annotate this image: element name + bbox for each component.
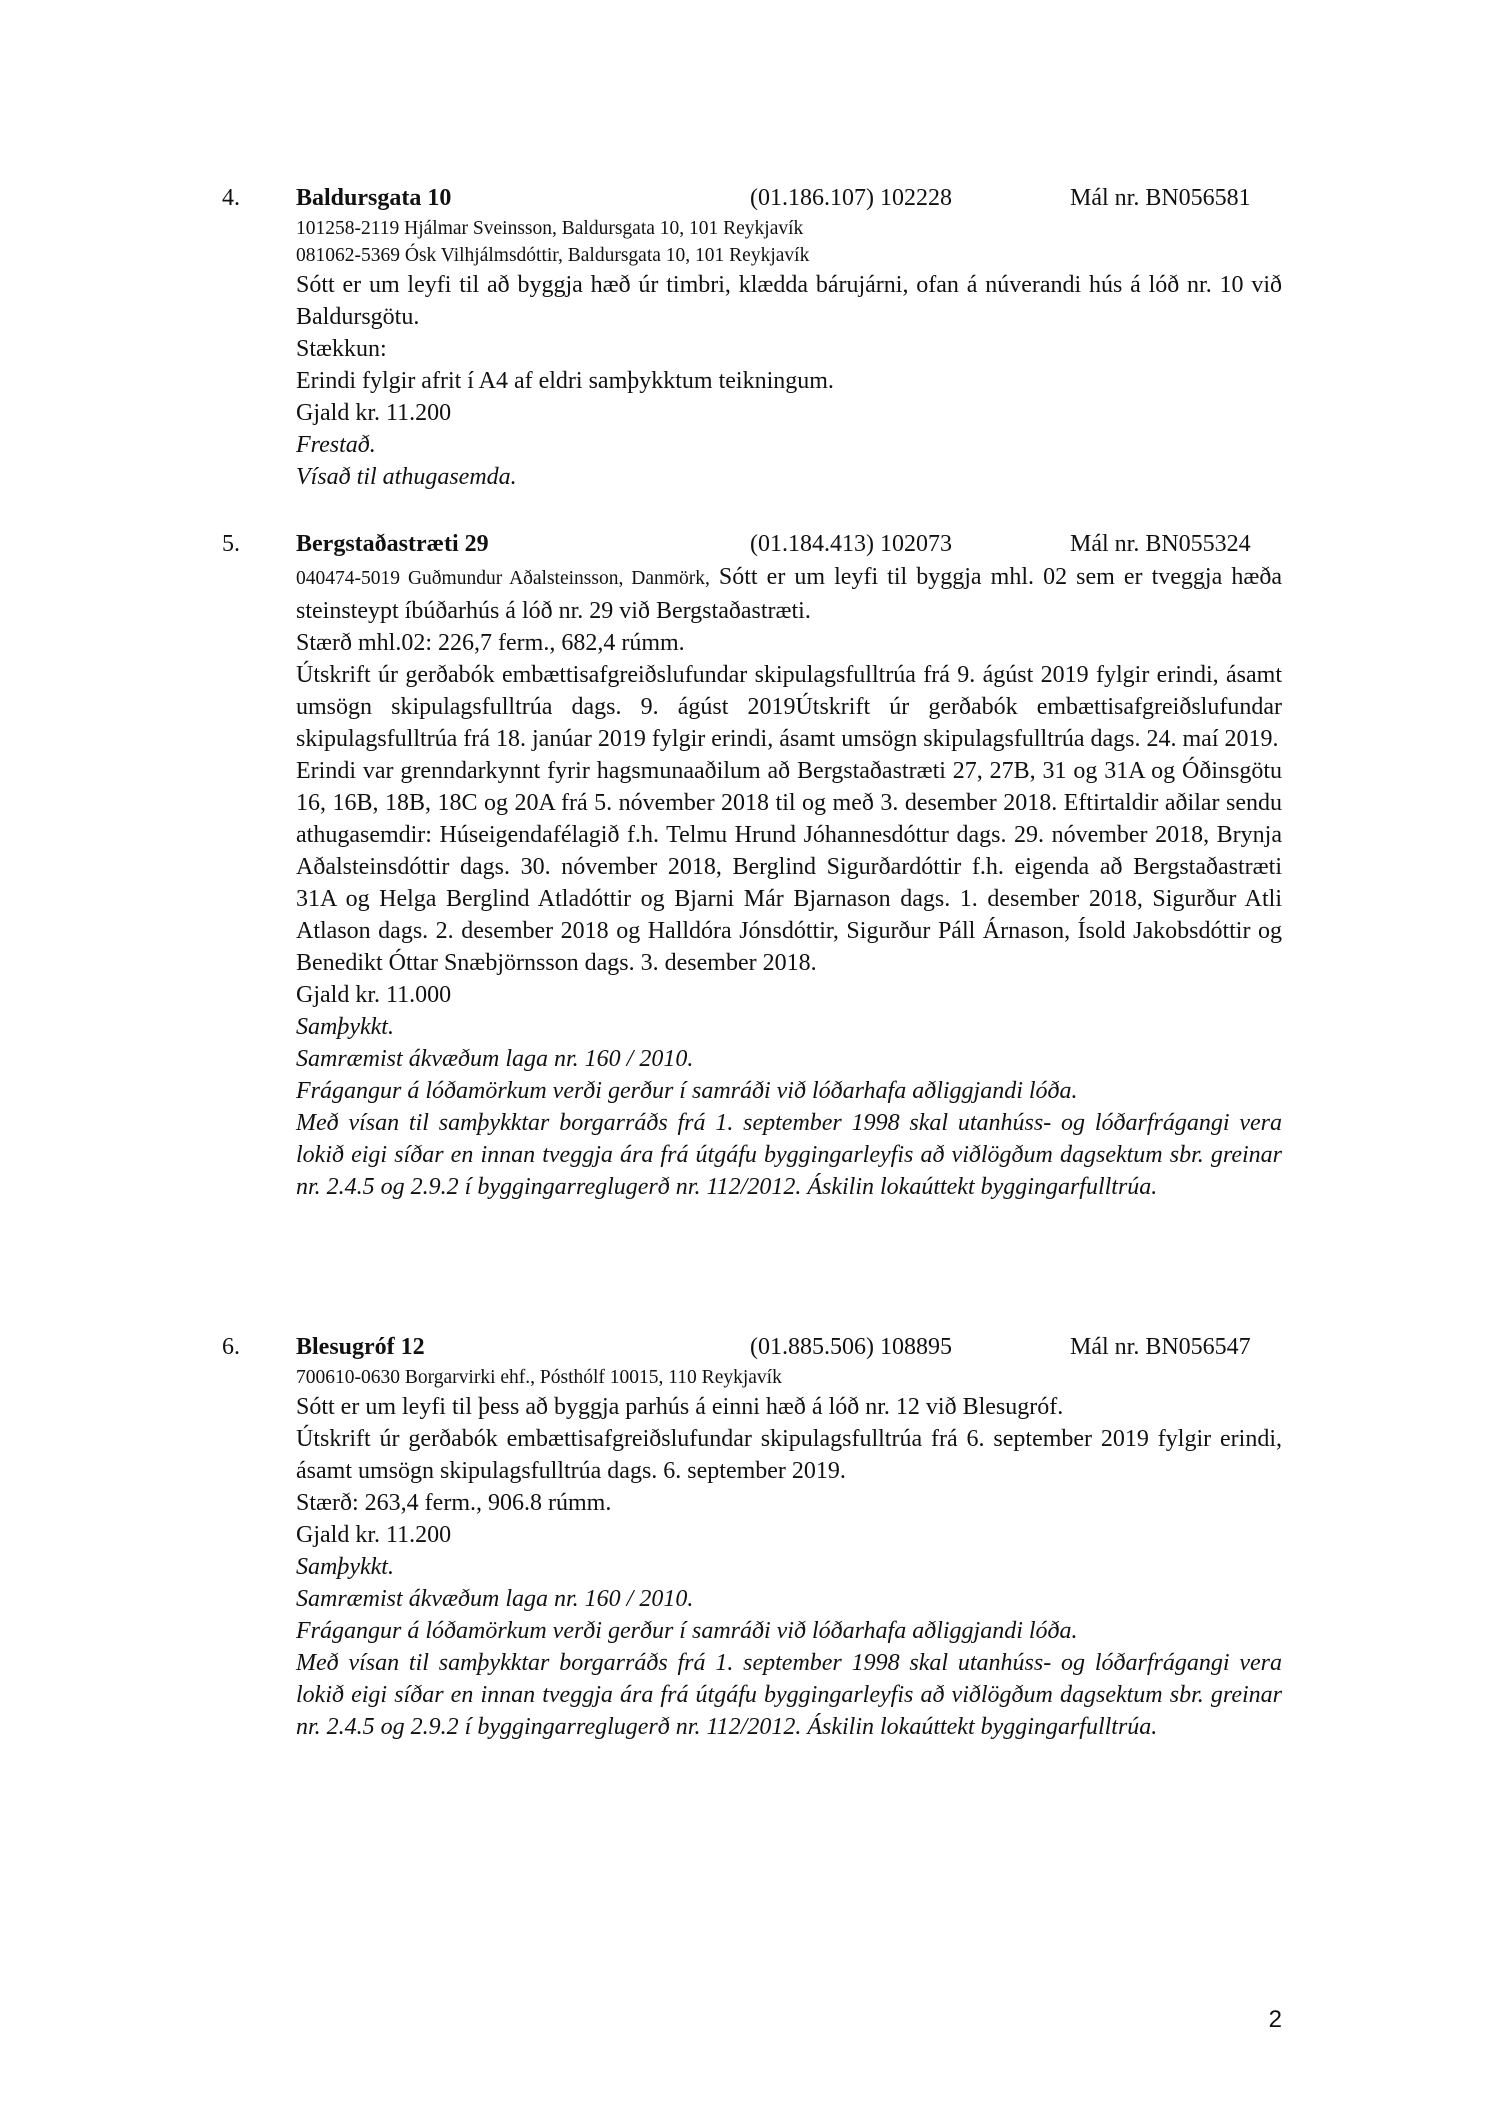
- item-address: Bergstaðastræti 29: [296, 531, 489, 557]
- owner-line: 081062-5369 Ósk Vilhjálmsdóttir, Baldursgata 10, 101 Reykjavík: [296, 245, 810, 266]
- item-land-id: (01.186.107) 102228: [750, 185, 952, 211]
- item-decision: Frágangur á lóðamörkum verði gerður í samráði við lóðarhafa aðliggjandi lóða.: [296, 1618, 1078, 1644]
- item-case-number: Mál nr. BN056547: [1070, 1334, 1251, 1360]
- item-decision: Vísað til athugasemda.: [296, 464, 517, 490]
- item-size: Stærð mhl.02: 226,7 ferm., 682,4 rúmm.: [296, 630, 685, 656]
- item-excerpt: Útskrift úr gerðabók embættisafgreiðslufundar skipulagsfulltrúa frá 9. ágúst 2019 fylgir erindi, ásamt umsögn skipulagsfulltrúa dags. 9. ágúst 2019Útskrift úr gerðabók embættisafgreiðslufundar skipulagsfulltrúa frá 18. janúar 2019 fylgir erindi, ásamt umsögn skipulagsfulltrúa dags. 24. maí 2019.: [296, 662, 1282, 752]
- item-fee: Gjald kr. 11.000: [296, 982, 452, 1008]
- item-decision: Samþykkt.: [296, 1554, 394, 1580]
- page-number: 2: [1268, 2006, 1282, 2033]
- owner-line: 700610-0630 Borgarvirki ehf., Pósthólf 10015, 110 Reykjavík: [296, 1367, 782, 1388]
- agenda-item-4: [222, 181, 1282, 493]
- item-case-number: Mál nr. BN056581: [1070, 185, 1251, 211]
- item-header: [222, 181, 1282, 215]
- agenda-item-6: [222, 1330, 1282, 1743]
- item-description: Sótt er um leyfi til að byggja hæð úr timbri, klædda bárujárni, ofan á núverandi hús á lóð nr. 10 við Baldursgötu.: [296, 272, 1282, 330]
- item-land-id: (01.885.506) 108895: [750, 1334, 952, 1360]
- item-size: Stærð: 263,4 ferm., 906.8 rúmm.: [296, 1490, 612, 1516]
- item-header: [222, 1330, 1282, 1364]
- item-description: Sótt er um leyfi til þess að byggja parhús á einni hæð á lóð nr. 12 við Blesugróf.: [296, 1394, 1064, 1420]
- item-address: Baldursgata 10: [296, 185, 452, 211]
- item-excerpt: Útskrift úr gerðabók embættisafgreiðslufundar skipulagsfulltrúa frá 6. september 2019 fylgir erindi, ásamt umsögn skipulagsfulltrúa dags. 6. september 2019.: [296, 1426, 1282, 1484]
- item-land-id: (01.184.413) 102073: [750, 531, 952, 557]
- item-description-text: Sótt er um leyfi til byggja mhl. 02 sem er tveggja hæða steinsteypt íbúðarhús á lóð nr. 29 við Bergstaðastræti.: [296, 564, 1282, 624]
- item-fee: Gjald kr. 11.200: [296, 1522, 452, 1548]
- item-fee: Gjald kr. 11.200: [296, 400, 452, 426]
- item-body: [296, 215, 1282, 493]
- item-address: Blesugróf 12: [296, 1334, 425, 1360]
- item-body: [296, 1364, 1282, 1743]
- item-number: 6.: [222, 1334, 240, 1360]
- item-decision: Frestað.: [296, 432, 376, 458]
- owner-line: 101258-2119 Hjálmar Sveinsson, Baldursgata 10, 101 Reykjavík: [296, 218, 804, 239]
- item-decision: Samræmist ákvæðum laga nr. 160 / 2010.: [296, 1586, 694, 1612]
- item-decision: Með vísan til samþykktar borgarráðs frá 1. september 1998 skal utanhúss- og lóðarfrágangi vera lokið eigi síðar en innan tveggja ára frá útgáfu byggingarleyfis að viðlögðum dagsektum sbr. greinar nr. 2.4.5 og 2.9.2 í byggingarreglugerð nr. 112/2012. Áskilin lokaúttekt byggingarfulltrúa.: [296, 1110, 1282, 1200]
- item-decision: Samþykkt.: [296, 1014, 394, 1040]
- item-decision: Samræmist ákvæðum laga nr. 160 / 2010.: [296, 1046, 694, 1072]
- item-enlargement: Stækkun:: [296, 336, 387, 362]
- item-header: [222, 527, 1282, 561]
- item-case-number: Mál nr. BN055324: [1070, 531, 1251, 557]
- item-decision: Frágangur á lóðamörkum verði gerður í samráði við lóðarhafa aðliggjandi lóða.: [296, 1078, 1078, 1104]
- item-body: [296, 561, 1282, 1203]
- item-neighbour-notice: Erindi var grenndarkynnt fyrir hagsmunaaðilum að Bergstaðastræti 27, 27B, 31 og 31A og Óðinsgötu 16, 16B, 18B, 18C og 20A frá 5. nóvember 2018 til og með 3. desember 2018. Eftirtaldir aðilar sendu athugasemdir: Húseigendafélagið f.h. Telmu Hrund Jóhannesdóttur dags. 29. nóvember 2018, Brynja Aðalsteinsdóttir dags. 30. nóvember 2018, Berglind Sigurðardóttir f.h. eigenda að Bergstaðastræti 31A og Helga Berglind Atladóttir og Bjarni Már Bjarnason dags. 1. desember 2018, Sigurður Atli Atlason dags. 2. desember 2018 og Halldóra Jónsdóttir, Sigurður Páll Árnason, Ísold Jakobsdóttir og Benedikt Óttar Snæbjörnsson dags. 3. desember 2018.: [296, 758, 1282, 976]
- item-decision: Með vísan til samþykktar borgarráðs frá 1. september 1998 skal utanhúss- og lóðarfrágangi vera lokið eigi síðar en innan tveggja ára frá útgáfu byggingarleyfis að viðlögðum dagsektum sbr. greinar nr. 2.4.5 og 2.9.2 í byggingarreglugerð nr. 112/2012. Áskilin lokaúttekt byggingarfulltrúa.: [296, 1650, 1282, 1740]
- item-attachment: Erindi fylgir afrit í A4 af eldri samþykktum teikningum.: [296, 368, 834, 394]
- item-number: 4.: [222, 185, 240, 211]
- owner-line: 040474-5019 Guðmundur Aðalsteinsson, Danmörk,: [296, 568, 710, 589]
- agenda-item-5: [222, 527, 1282, 1203]
- item-description: [296, 561, 1282, 627]
- item-number: 5.: [222, 531, 240, 557]
